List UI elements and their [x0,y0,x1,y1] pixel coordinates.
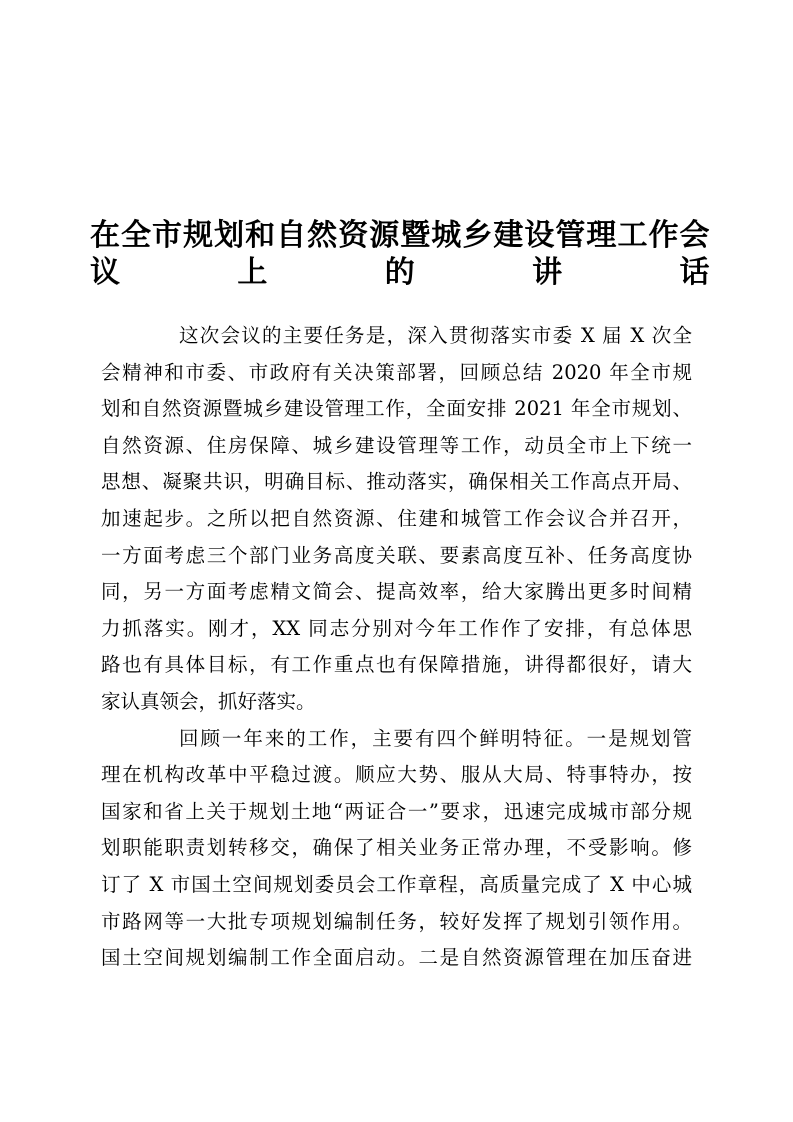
paragraph-2-line-2: 理在机构改革中平稳过渡。顺应大势、服从大局、特事特办，按 [101,763,692,787]
paragraph-1-line-1: 这次会议的主要任务是，深入贯彻落实市委 X 届 X 次全 [179,324,692,347]
paragraph-1-line-9: 力抓落实。刚才，XX 同志分别对今年工作作了安排，有总体思 [101,616,692,640]
paragraph-1-line-3: 划和自然资源暨城乡建设管理工作，全面安排 2021 年全市规划、 [101,397,692,421]
document-title [90,213,710,290]
paragraph-2-line-5: 订了 X 市国土空间规划委员会工作章程，高质量完成了 X 中心城 [101,872,692,896]
paragraph-2-line-3: 国家和省上关于规划土地“两证合一”要求，迅速完成城市部分规 [101,799,692,823]
paragraph-2 [101,721,692,977]
paragraph-1-line-7: 一方面考虑三个部门业务高度关联、要素高度互补、任务高度协 [101,543,692,567]
paragraph-2-line-4: 划职能职责划转移交，确保了相关业务正常办理，不受影响。修 [101,836,692,860]
paragraph-2-line-1: 回顾一年来的工作，主要有四个鲜明特征。一是规划管 [179,726,692,750]
title-line-2: 议上的讲话 [90,254,710,290]
paragraph-1-line-5: 思想、凝聚共识，明确目标、推动落实，确保相关工作高点开局、 [101,470,692,494]
paragraph-1-line-2: 会精神和市委、市政府有关决策部署，回顾总结 2020 年全市规 [101,360,692,384]
document-body [101,318,692,977]
paragraph-2-line-7: 国土空间规划编制工作全面启动。二是自然资源管理在加压奋进 [101,946,692,970]
paragraph-1-line-4: 自然资源、住房保障、城乡建设管理等工作，动员全市上下统一 [101,433,692,457]
paragraph-1-line-8: 同，另一方面考虑精文简会、提高效率，给大家腾出更多时间精 [101,580,692,604]
paragraph-2-line-6: 市路网等一大批专项规划编制任务，较好发挥了规划引领作用。 [101,909,692,933]
paragraph-1-line-6: 加速起步。之所以把自然资源、住建和城管工作会议合并召开， [101,506,692,530]
paragraph-1-line-10: 路也有具体目标，有工作重点也有保障措施，讲得都很好，请大 [101,653,692,677]
paragraph-1-line-11: 家认真领会，抓好落实。 [101,689,316,713]
paragraph-1 [101,318,692,721]
title-line-1: 在全市规划和自然资源暨城乡建设管理工作会 [90,218,710,253]
